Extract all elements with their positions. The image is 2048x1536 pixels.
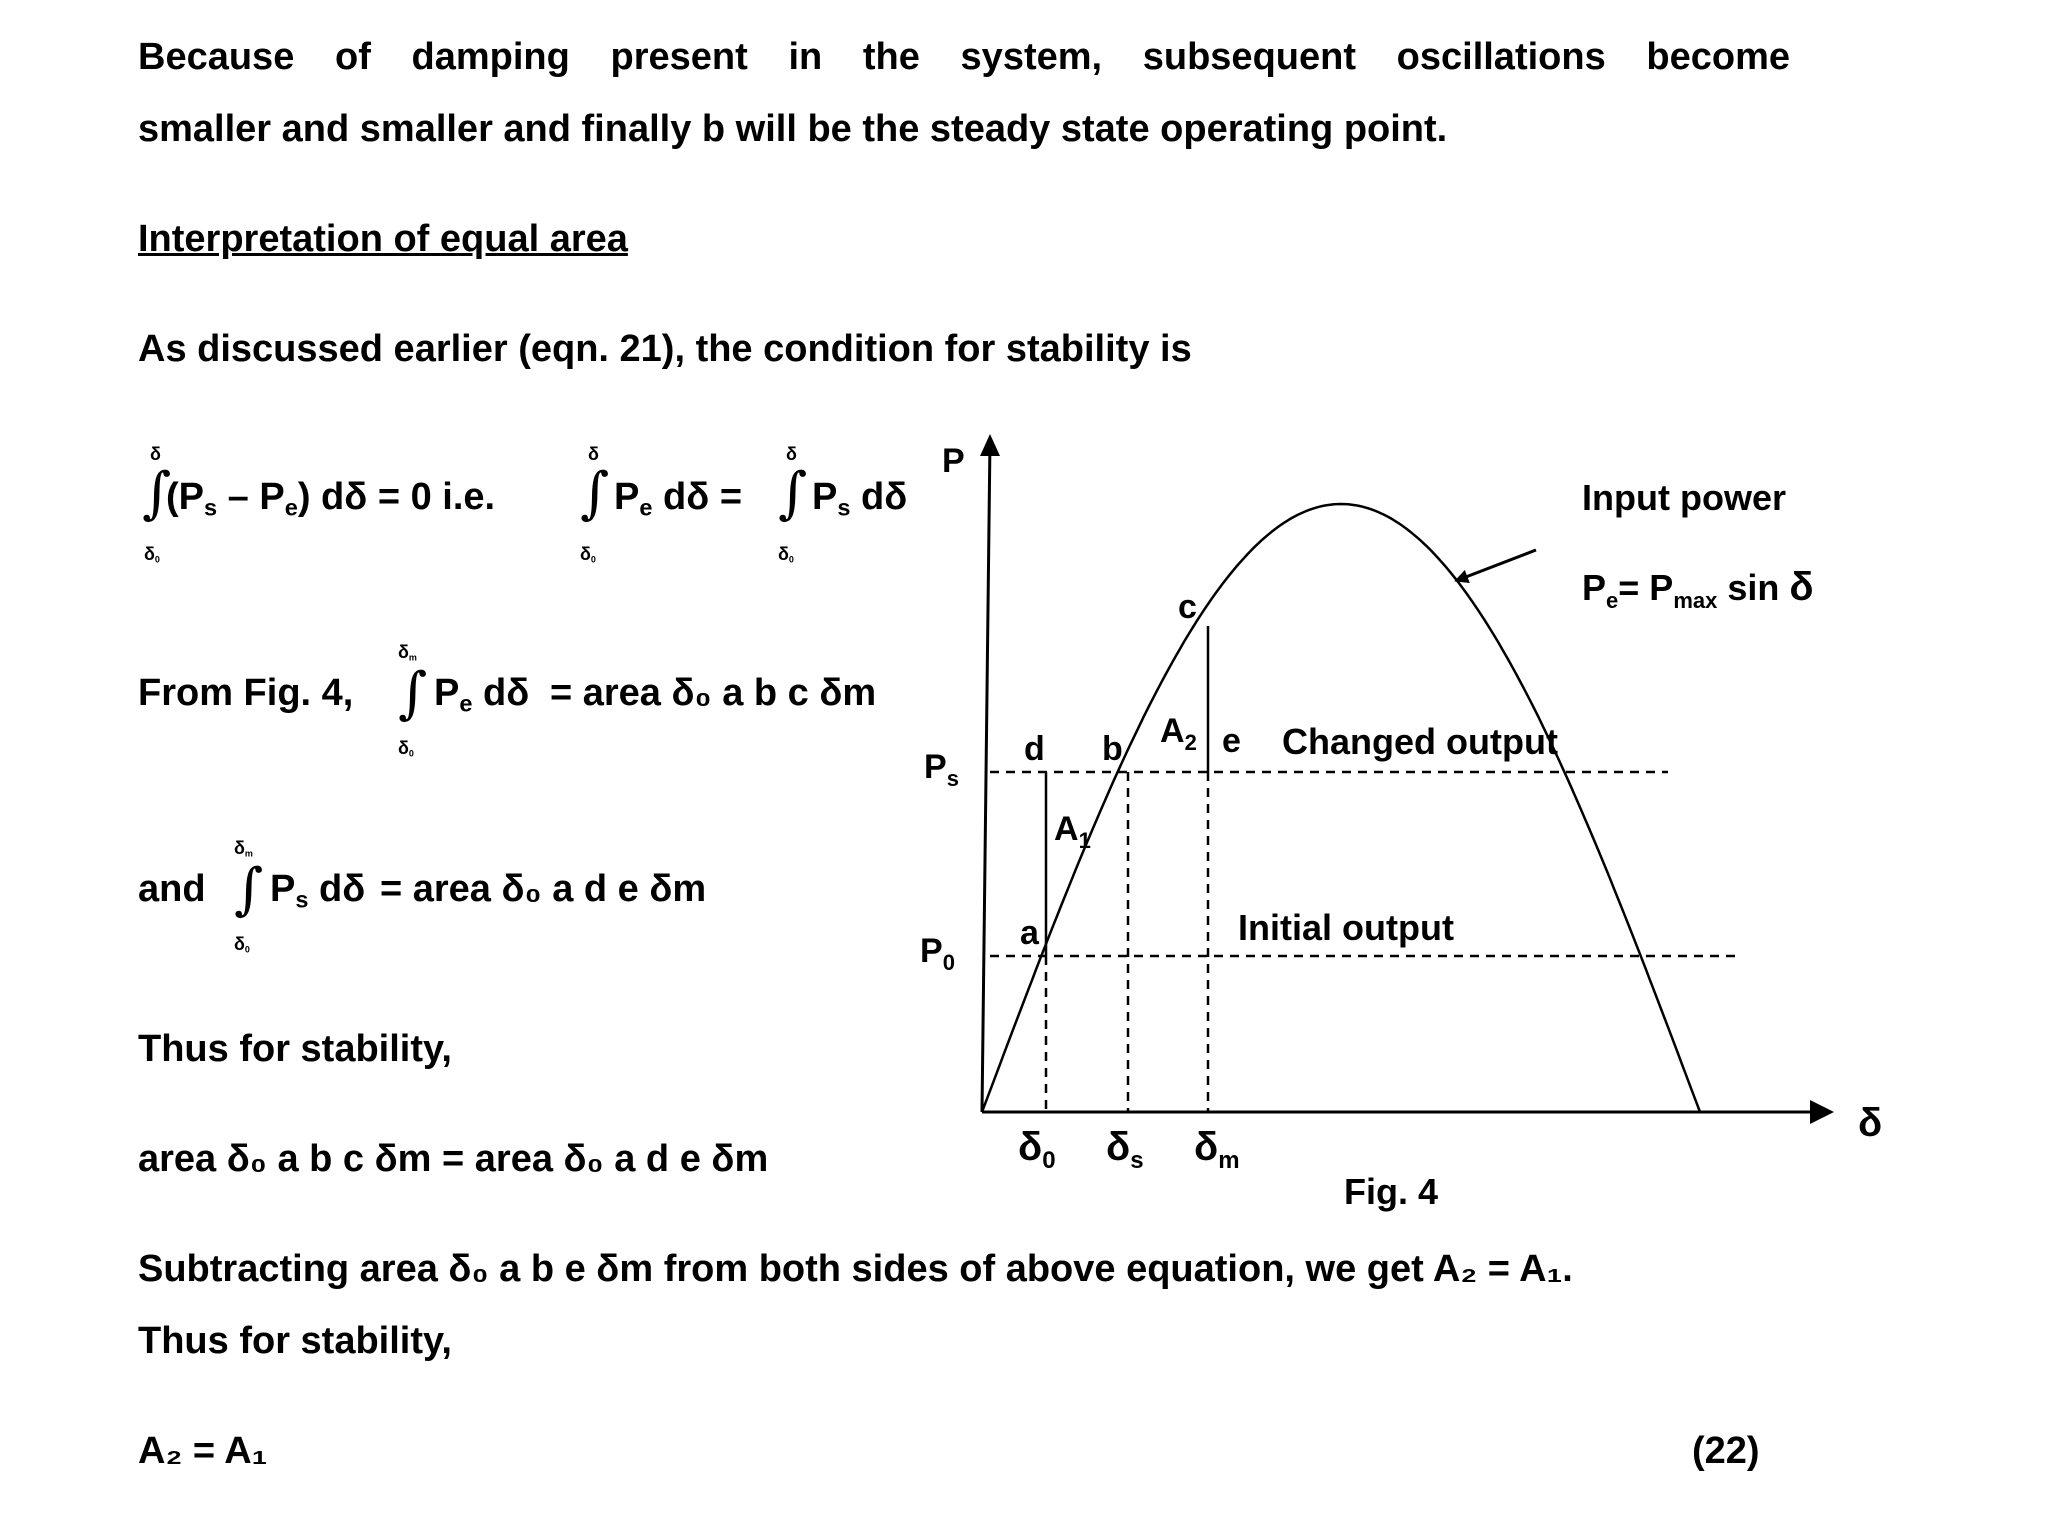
area-a1: $A_1$ bbox=[1054, 810, 1091, 853]
point-c: c bbox=[1178, 588, 1197, 626]
paragraph-line-1: Because of damping present in the system, subsequent oscillations become bbox=[138, 36, 1790, 78]
point-b: b bbox=[1102, 730, 1123, 768]
y-axis-line bbox=[982, 440, 990, 1112]
label-p0: $P_0$ bbox=[920, 932, 955, 975]
area-ade-text: = area δ₀ a d e δm bbox=[380, 868, 707, 910]
paragraph-line-2: smaller and smaller and finally b will be the steady state operating point. bbox=[138, 108, 1448, 150]
subtract-sentence: Subtracting area δ₀ a b e δm from both sides of above equation, we get A₂ = A₁. bbox=[138, 1248, 1573, 1290]
area-abc-text: = area δ₀ a b c δm bbox=[550, 672, 877, 714]
pointer-arrow bbox=[1458, 550, 1536, 580]
from-fig-label: From Fig. 4, bbox=[138, 672, 354, 714]
point-d: d bbox=[1024, 730, 1045, 768]
y-axis-arrowhead bbox=[980, 434, 1000, 456]
paragraph-condition: As discussed earlier (eqn. 21), the condition for stability is bbox=[138, 328, 1192, 370]
point-a: a bbox=[1020, 914, 1039, 952]
final-equation: A₂ = A₁ bbox=[138, 1430, 268, 1472]
area-a2: $A_2$ bbox=[1160, 712, 1197, 755]
label-input-power: Input power bbox=[1582, 477, 1786, 518]
label-changed-output: Changed output bbox=[1282, 721, 1558, 762]
x-axis-label: δ bbox=[1858, 1101, 1883, 1145]
and-label: and bbox=[138, 868, 206, 910]
area-equality: area δ₀ a b c δm = area δ₀ a d e δm bbox=[138, 1138, 769, 1180]
thus-stability-2: Thus for stability, bbox=[138, 1320, 452, 1362]
x-axis-arrowhead bbox=[1810, 1100, 1834, 1124]
label-pe-equation: $P_e= P_{max}$ sin δ bbox=[1582, 565, 1814, 613]
tick-deltas: $\delta_s$ bbox=[1106, 1125, 1144, 1174]
label-initial-output: Initial output bbox=[1238, 907, 1454, 948]
thus-stability-1: Thus for stability, bbox=[138, 1028, 452, 1070]
point-e: e bbox=[1222, 722, 1241, 760]
tick-deltam: $\delta_m$ bbox=[1194, 1125, 1240, 1174]
label-ps: $P_s$ bbox=[924, 748, 959, 791]
figure-caption: Fig. 4 bbox=[1344, 1171, 1439, 1212]
y-axis-label: P bbox=[942, 442, 965, 480]
equation-number: (22) bbox=[1692, 1430, 1760, 1472]
tick-delta0: $\delta_0$ bbox=[1018, 1125, 1056, 1174]
section-heading: Interpretation of equal area bbox=[138, 218, 628, 260]
